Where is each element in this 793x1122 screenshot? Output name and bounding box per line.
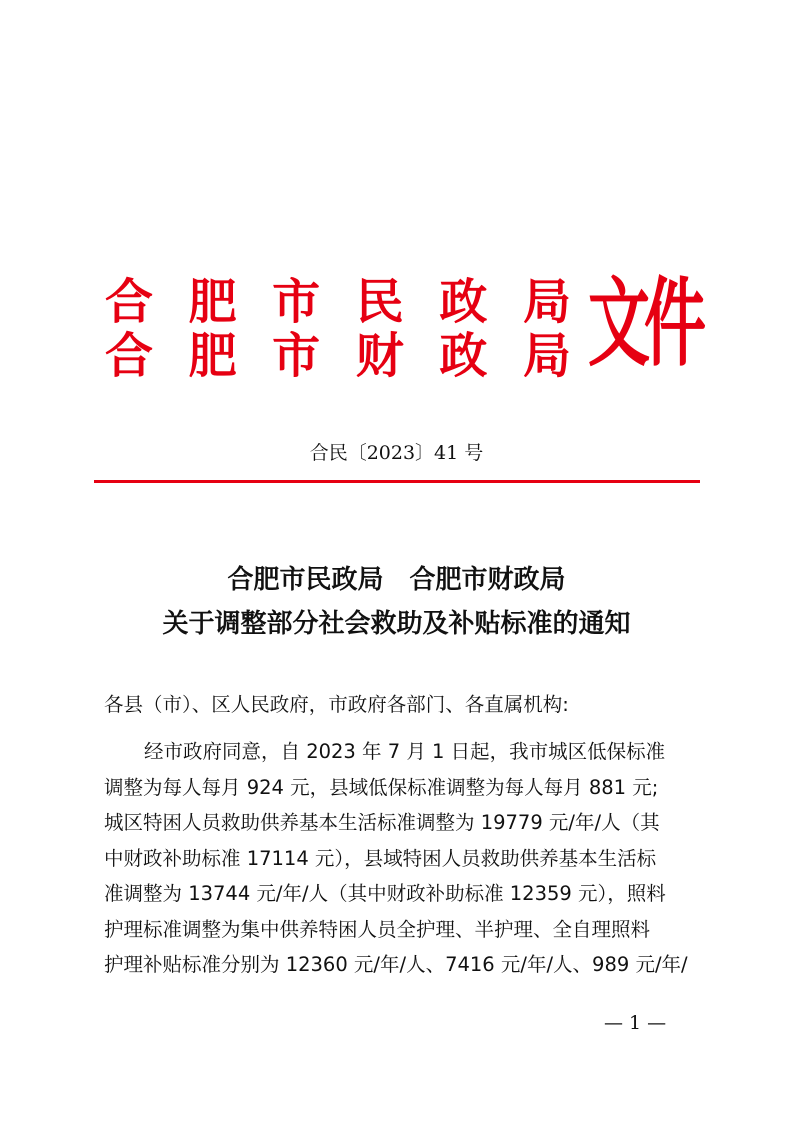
agency-char: 局 <box>522 328 571 384</box>
agency-line-finance <box>103 328 573 384</box>
title-subject: 关于调整部分社会救助及补贴标准的通知 <box>162 609 631 639</box>
agency-char: 市 <box>272 328 321 384</box>
body-line: 护理标准调整为集中供养特困人员全护理、半护理、全自理照料 <box>104 917 651 941</box>
red-divider <box>94 480 700 483</box>
agency-char: 肥 <box>188 274 237 330</box>
issuer-finance: 合肥市财政局 <box>409 565 566 595</box>
body-line: 中财政补助标准 17114 元），县域特困人员救助供养基本生活标 <box>104 846 657 870</box>
agency-char: 肥 <box>188 328 237 384</box>
red-header <box>0 266 793 386</box>
salutation: 各县（市）、区人民政府，市政府各部门、各直属机构: <box>104 693 569 716</box>
body-line: 经市政府同意，自 2023 年 7 月 1 日起，我市城区低保标准 <box>144 740 666 763</box>
body-paragraph <box>104 734 699 983</box>
file-word: 文件 <box>588 266 701 380</box>
body-line: 城区特困人员救助供养基本生活标准调整为 19779 元/年/人（其 <box>104 811 660 834</box>
issuer-civil-affairs: 合肥市民政局 <box>227 565 384 595</box>
agency-char: 政 <box>439 274 488 330</box>
page-number: — 1 — <box>604 1012 667 1034</box>
agency-line-civil-affairs <box>103 274 573 330</box>
agency-char: 财 <box>355 328 404 384</box>
agency-char: 局 <box>522 274 571 330</box>
title-issuers <box>0 562 793 598</box>
agency-char: 市 <box>272 274 321 330</box>
body-line: 准调整为 13744 元/年/人（其中财政补助标准 12359 元），照料 <box>104 882 666 905</box>
agency-char: 民 <box>355 274 404 330</box>
body-line: 调整为每人每月 924 元，县域低保标准调整为每人每月 881 元; <box>104 775 659 799</box>
document-number: 合民〔2023〕41 号 <box>309 442 484 464</box>
body-line: 护理补贴标准分别为 12360 元/年/人、7416 元/年/人、989 元/年/ <box>104 953 688 976</box>
agency-char: 政 <box>439 328 488 384</box>
agency-char: 合 <box>104 274 153 330</box>
agency-char: 合 <box>104 328 153 384</box>
